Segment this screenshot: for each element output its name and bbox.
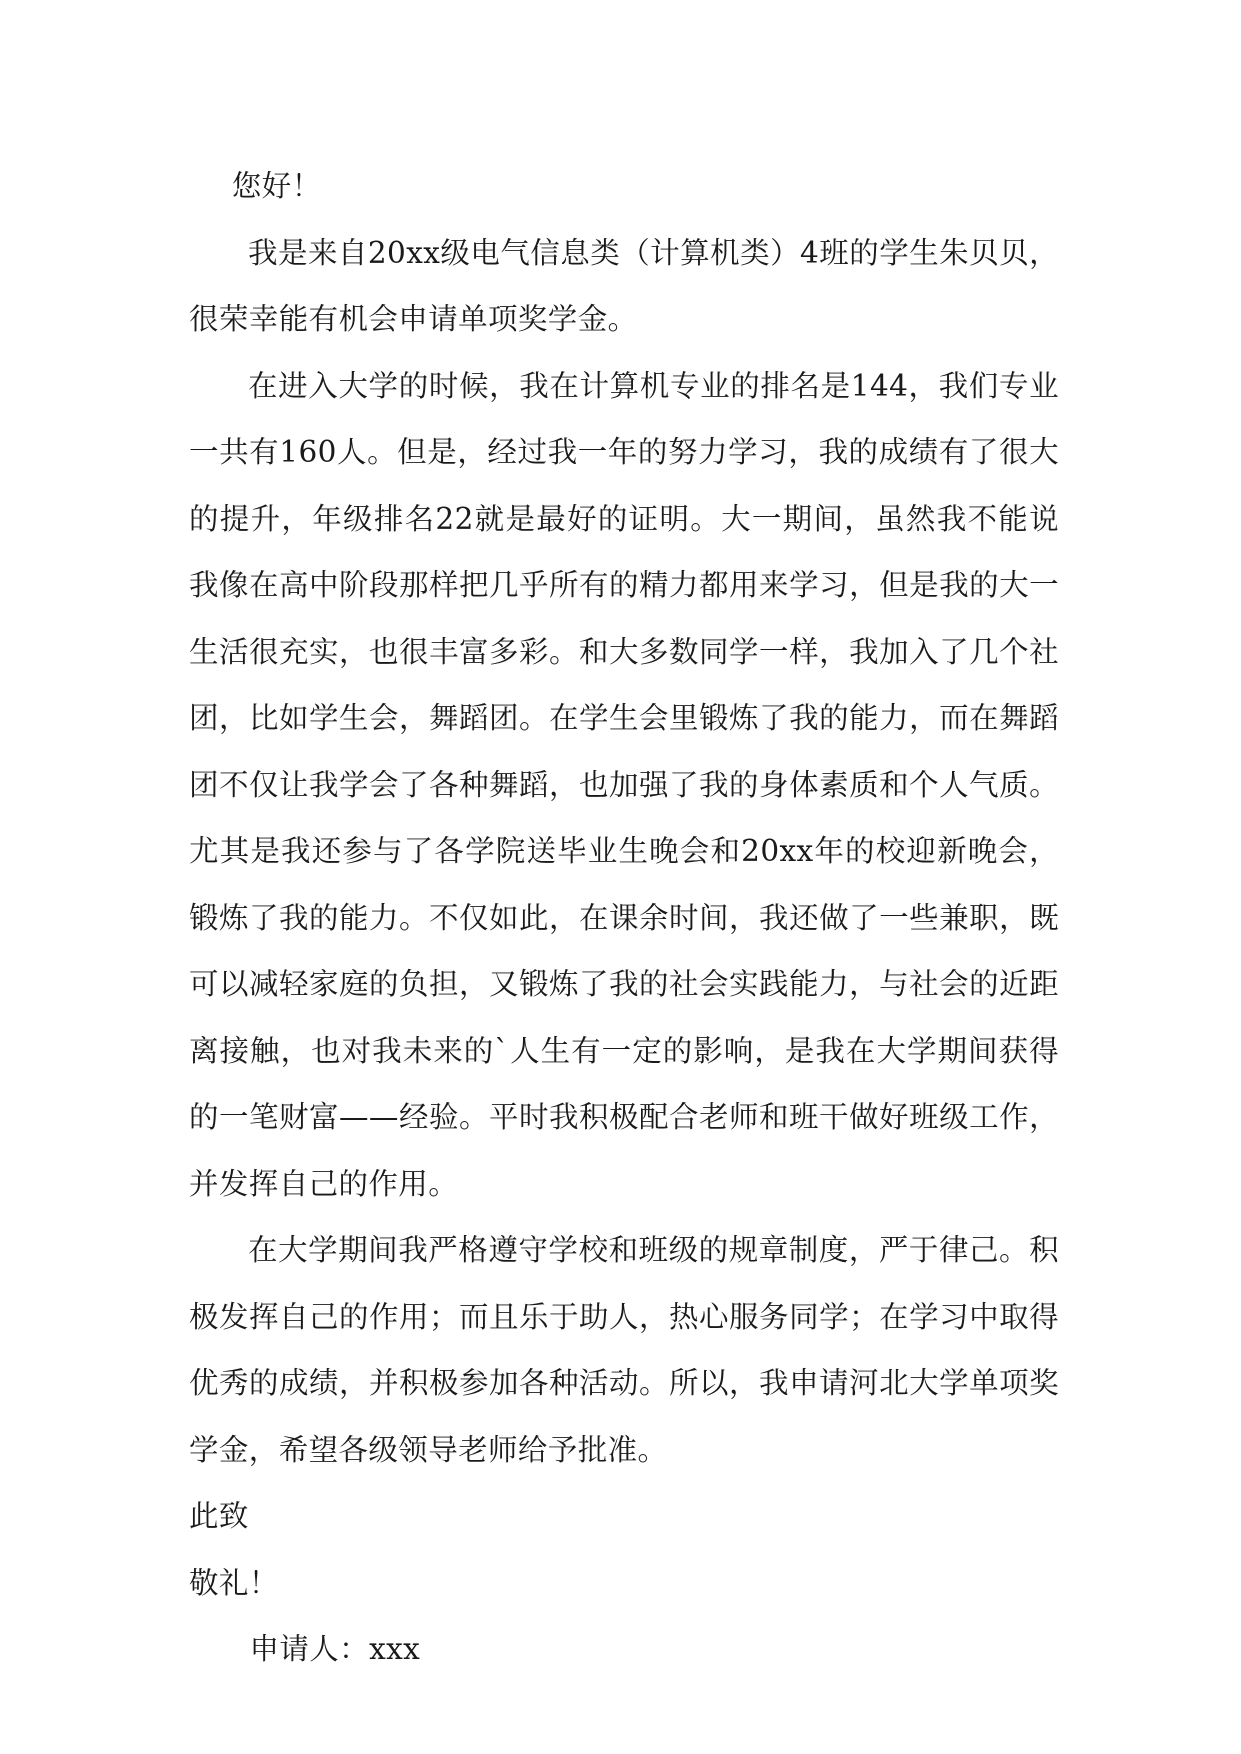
letter-paragraph-intro: 我是来自20xx级电气信息类（计算机类）4班的学生朱贝贝，很荣幸能有机会申请单项奖学金。 xyxy=(189,235,1059,336)
letter-closing-salutation: 此致 xyxy=(189,1499,249,1533)
letter-signature: 申请人：xxx xyxy=(249,1632,421,1666)
letter-closing-regards: 敬礼！ xyxy=(189,1565,279,1600)
letter-paragraph-experience: 在进入大学的时候，我在计算机专业的排名是144，我们专业一共有160人。但是，经过我一年的努力学习，我的成绩有了很大的提升，年级排名22就是最好的证明。大一期间，虽然我不能说我像在高中阶段那样把几乎所有的精力都用来学习，但是我的大一生活很充实，也很丰富多彩。和大多数同学一样，我加入了几个社团，比如学生会，舞蹈团。在学生会里锻炼了我的能力，而在舞蹈团不仅让我学会了各种舞蹈，也加强了我的身体素质和个人气质。尤其是我还参与了各学院送毕业生晚会和20xx年的校迎新晚会，锻炼了我的能力。不仅如此，在课余时间，我还做了一些兼职，既可以减轻家庭的负担，又锻炼了我的社会实践能力，与社会的近距离接触，也对我未来的`人生有一定的影响，是我在大学期间获得的一笔财富——经验。平时我积极配合老师和班干做好班级工作，并发挥自己的作用。 xyxy=(189,368,1059,1201)
letter-greeting: 您好！ xyxy=(231,169,322,203)
application-letter xyxy=(189,153,1059,1683)
letter-paragraph-request: 在大学期间我严格遵守学校和班级的规章制度，严于律己。积极发挥自己的作用；而且乐于助人，热心服务同学；在学习中取得优秀的成绩，并积极参加各种活动。所以，我申请河北大学单项奖学金，希望各级领导老师给予批准。 xyxy=(189,1233,1059,1467)
